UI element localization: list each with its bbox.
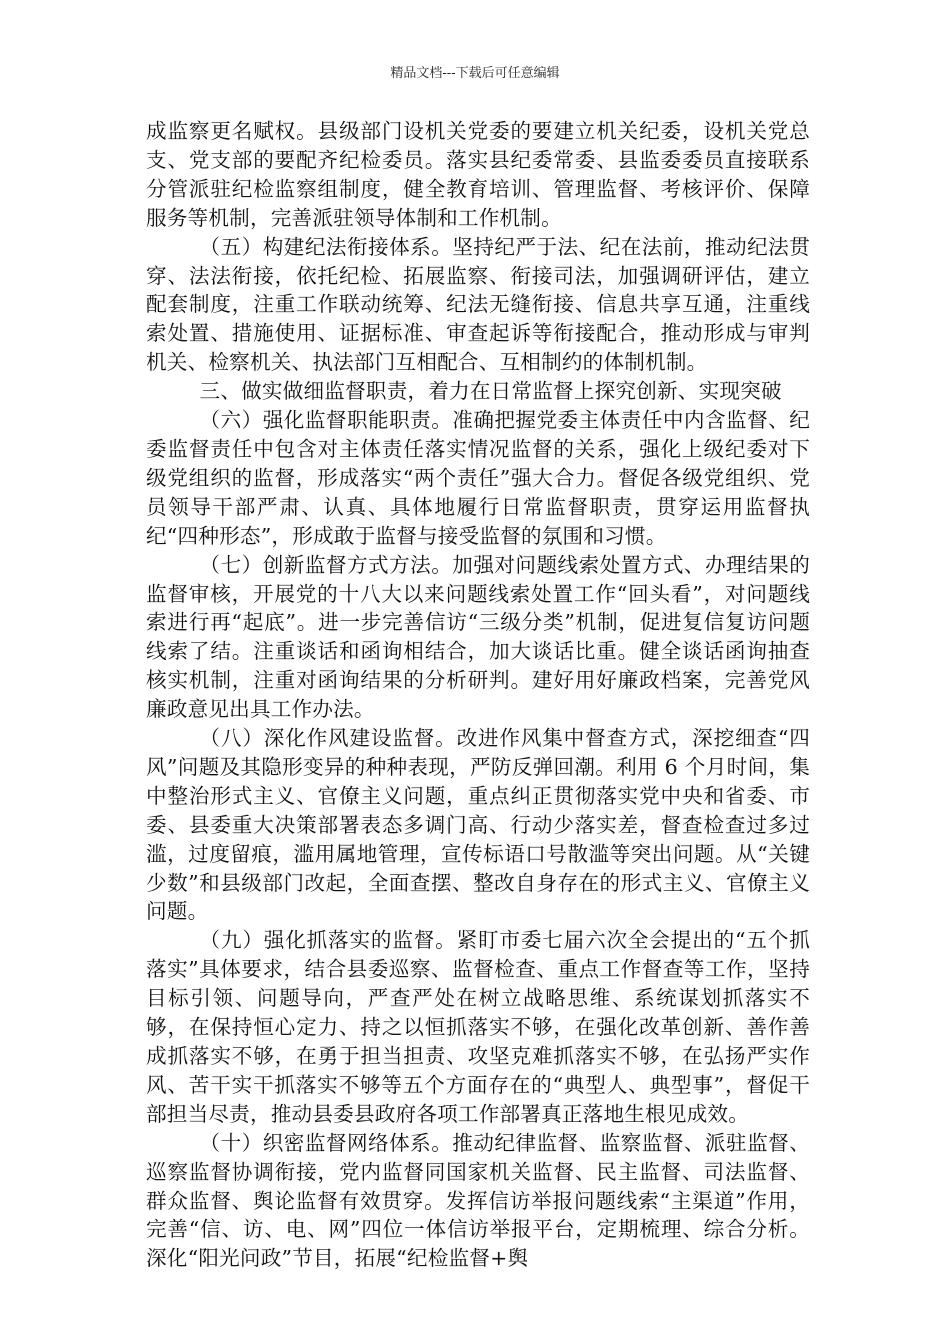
paragraph-section-9: （九）强化抓落实的监督。紧盯市委七届六次全会提出的“五个抓落实”具体要求，结合县委巡察、监督检查、重点工作督查等工作，坚持目标引领、问题导向，严查严处在树立战略思维、系统谋划抓落实不够，在保持恒心定力、持之以恒抓落实不够，在强化改革创新、善作善成抓落实不够，在勇于担当担责、攻坚克难抓落实不够，在弘扬严实作风、苦干实干抓落实不够等五个方面存在的“典型人、典型事”，督促干部担当尽责，推动县委县政府各项工作部署真正落地生根见成效。: [146, 928, 810, 1126]
document-body: [146, 117, 810, 1273]
paragraph-section-8: （八）深化作风建设监督。改进作风集中督查方式，深挖细查“四风”问题及其隐形变异的种种表现，严防反弹回潮。利用 6 个月时间，集中整治形式主义、官僚主义问题，重点纠正贯彻落实党中央和省委、市委、县委重大决策部署表态多调门高、行动少落实差，督查检查过多过滥，过度留痕，滥用属地管理，宣传标语口号散滥等突出问题。从“关键少数”和县级部门改起，全面查摆、整改自身存在的形式主义、官僚主义问题。: [146, 726, 810, 924]
section-heading-3: 三、做实做细监督职责，着力在日常监督上探究创新、实现突破: [199, 379, 782, 404]
paragraph-section-5: （五）构建纪法衔接体系。坚持纪严于法、纪在法前，推动纪法贯穿、法法衔接，依托纪检、拓展监察、衔接司法，加强调研评估，建立配套制度，注重工作联动统筹、纪法无缝衔接、信息共享互通，注重线索处置、措施使用、证据标准、审查起诉等衔接配合，推动形成与审判机关、检察机关、执法部门互相配合、互相制约的体制机制。: [146, 234, 810, 375]
paragraph-continuation: 成监察更名赋权。县级部门设机关党委的要建立机关纪委，设机关党总支、党支部的要配齐纪检委员。落实县纪委常委、县监委委员直接联系分管派驻纪检监察组制度，健全教育培训、管理监督、考核评价、保障服务等机制，完善派驻领导体制和工作机制。: [146, 119, 810, 230]
page-header: 精品文档---下载后可任意编辑: [390, 66, 560, 81]
paragraph-section-7: （七）创新监督方式方法。加强对问题线索处置方式、办理结果的监督审核，开展党的十八大以来问题线索处置工作“回头看”，对问题线索进行再“起底”。进一步完善信访“三级分类”机制，促进复信复访问题线索了结。注重谈话和函询相结合，加大谈话比重。健全谈话函询抽查核实机制，注重对函询结果的分析研判。建好用好廉政档案，完善党风廉政意见出具工作办法。: [146, 552, 810, 722]
paragraph-section-6: （六）强化监督职能职责。准确把握党委主体责任中内含监督、纪委监督责任中包含对主体责任落实情况监督的关系，强化上级纪委对下级党组织的监督，形成落实“两个责任”强大合力。督促各级党组织、党员领导干部严肃、认真、具体地履行日常监督职责，贯穿运用监督执纪“四种形态”，形成敢于监督与接受监督的氛围和习惯。: [146, 408, 810, 548]
paragraph-section-10: （十）织密监督网络体系。推动纪律监督、监察监督、派驻监督、巡察监督协调衔接，党内监督同国家机关监督、民主监督、司法监督、群众监督、舆论监督有效贯穿。发挥信访举报问题线索“主渠道”作用，完善“信、访、电、网”四位一体信访举报平台，定期梳理、综合分析。深化“阳光问政”节目，拓展“纪检监督+舆: [146, 1130, 810, 1271]
